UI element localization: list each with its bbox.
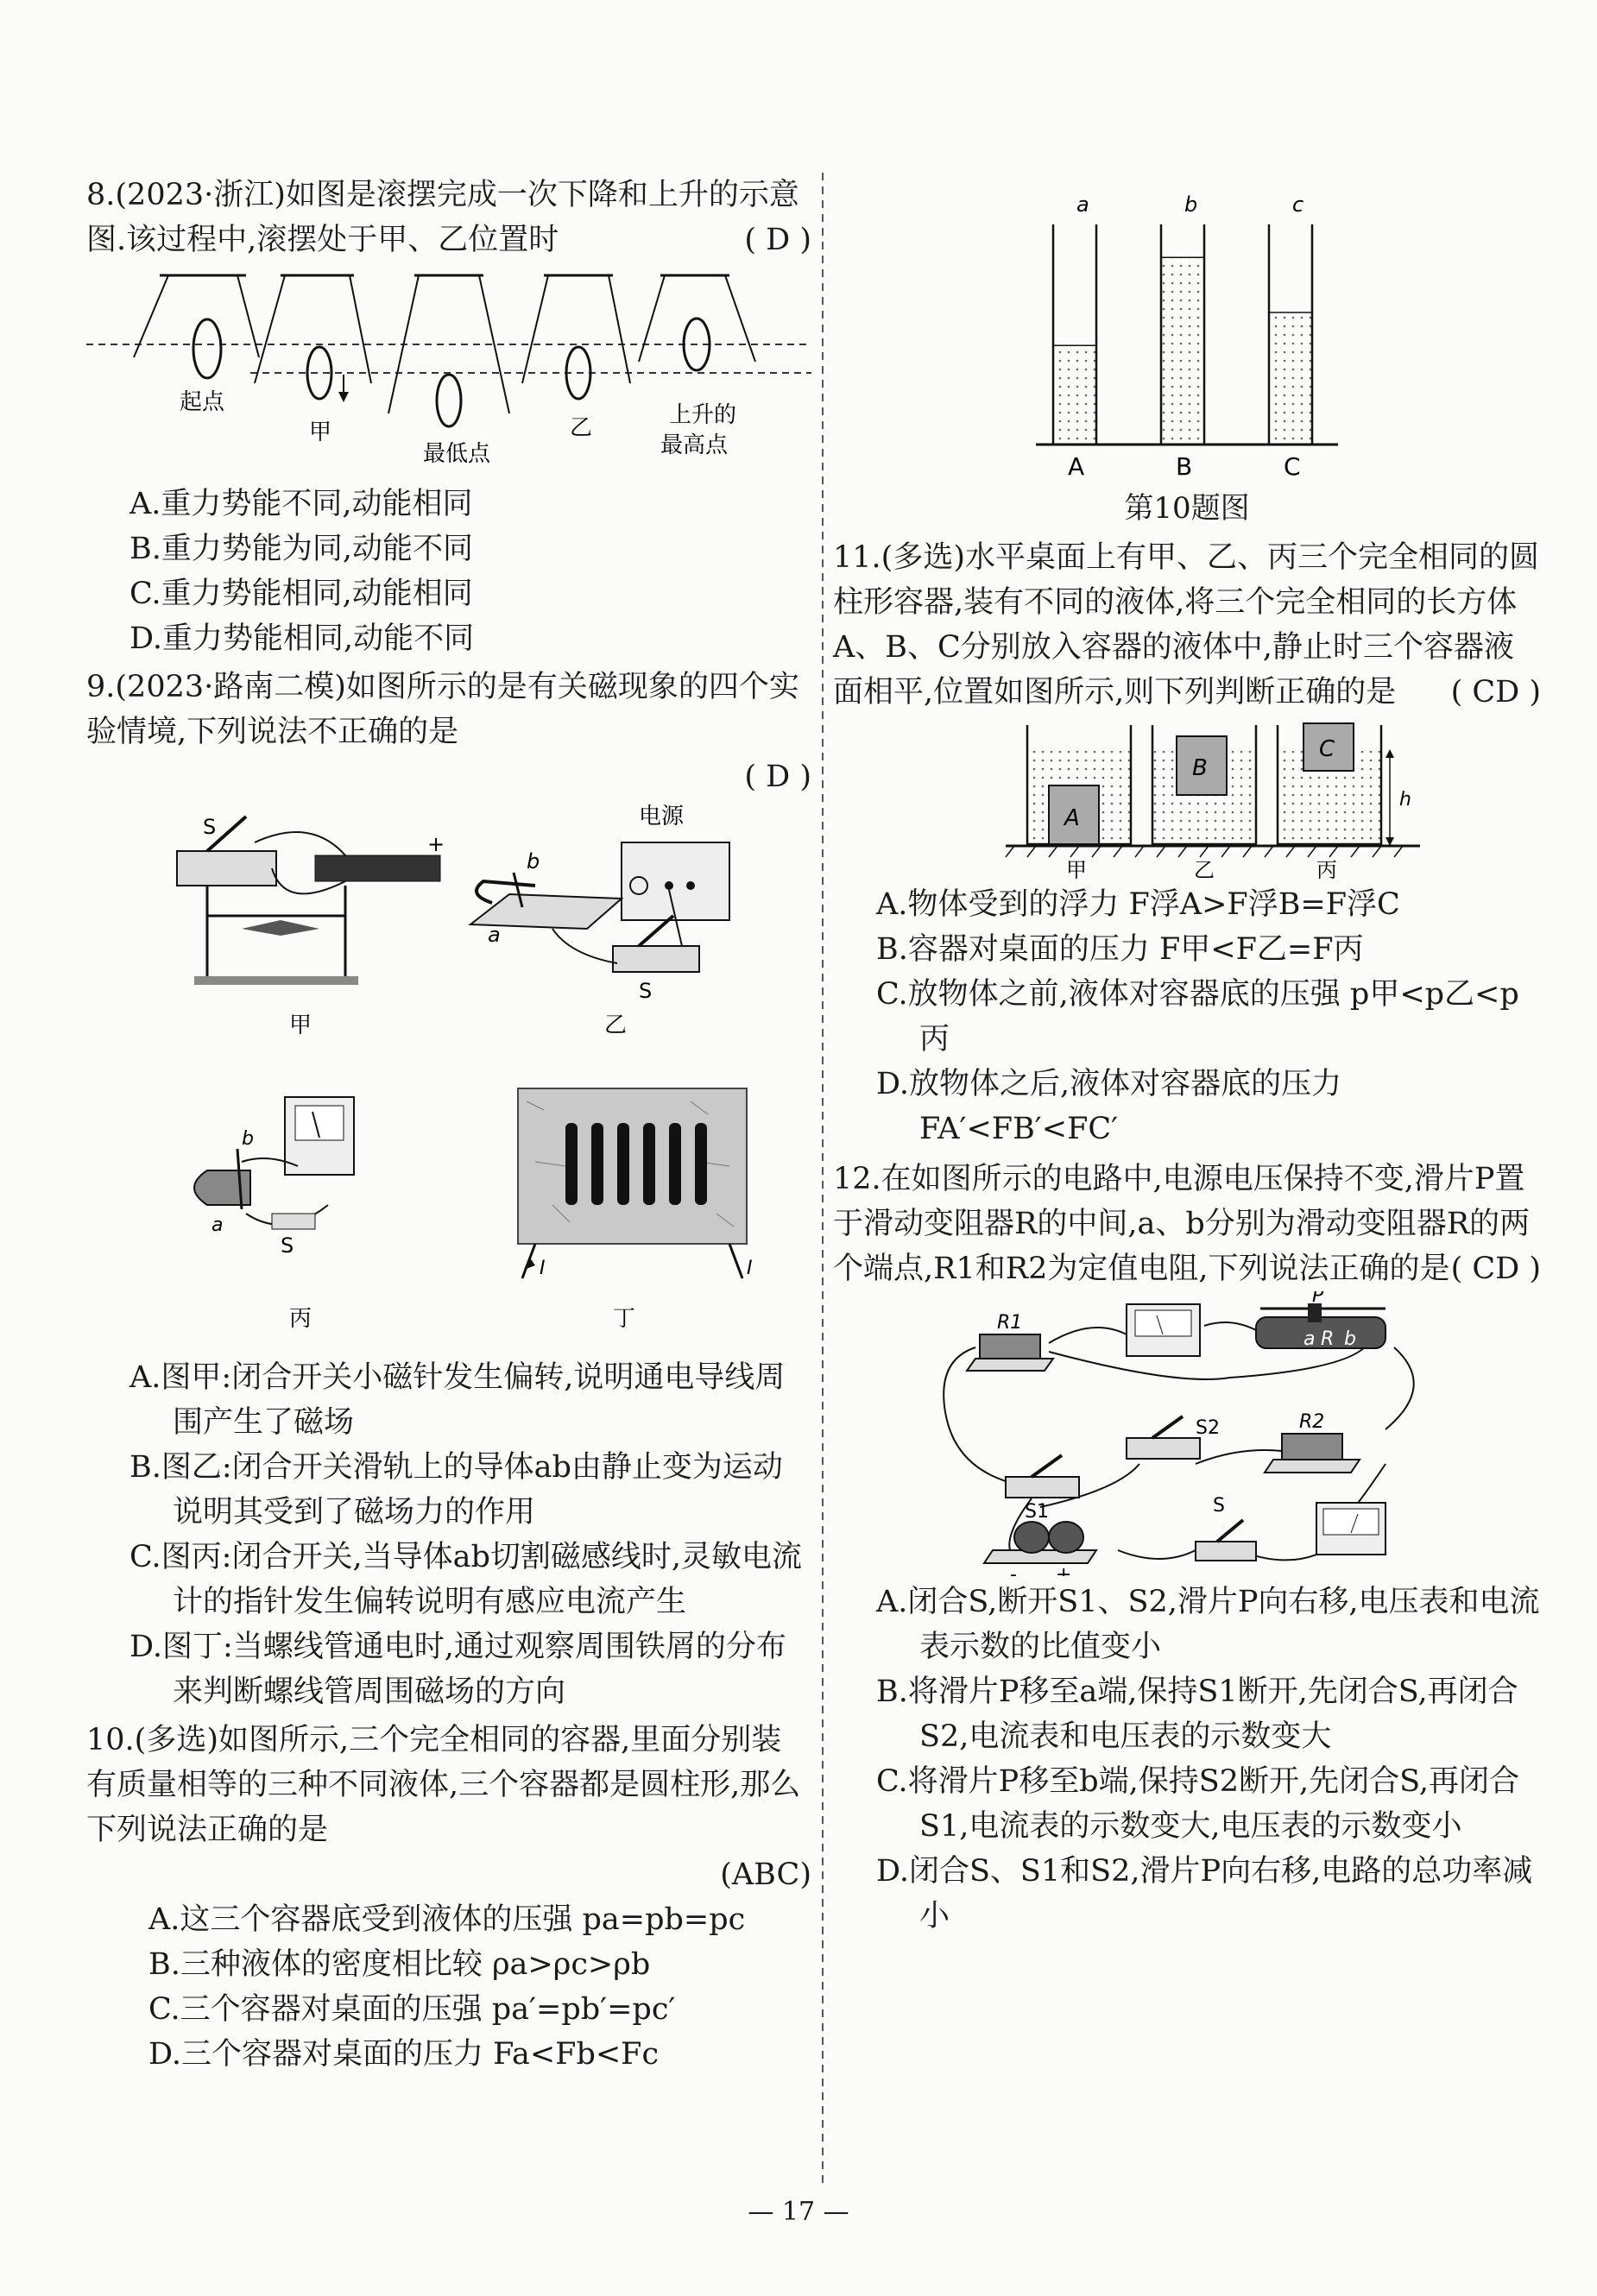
- q11-option-d: D.放物体之后,液体对容器底的压力 FA′<FB′<FC′: [876, 1067, 1342, 1146]
- label-b-bing: b: [242, 1128, 254, 1150]
- label-R: R: [1321, 1328, 1335, 1350]
- q12-stem: 12.在如图所示的电路中,电源电压保持不变,滑片P置于滑动变阻器R的中间,a、b分别为滑动变阻器R的两个端点,R1和R2为定值电阻,下列说法正确的是: [833, 1162, 1531, 1286]
- q9-answer: ( D ): [744, 760, 811, 794]
- fig-bing: [194, 1097, 354, 1332]
- fig-jia: [177, 815, 445, 1038]
- question-11: [833, 535, 1541, 1151]
- label-a-yi: a: [488, 923, 501, 947]
- label-C-bottom: C: [1284, 452, 1301, 481]
- q8-stem: 8.(2023·浙江)如图是滚摆完成一次下降和上升的示意图.该过程中,滚摆处于甲、乙位置时: [86, 178, 799, 257]
- q11-stem: 11.(多选)水平桌面上有甲、乙、丙三个完全相同的圆柱形容器,装有不同的液体,将三个完全相同的长方体A、B、C分别放入容器的液体中,静止时三个容器液面相平,位置如图所示,则下列判断正确的是: [833, 540, 1539, 710]
- cup-bing: [1278, 723, 1381, 844]
- q11-option-c: C.放物体之前,液体对容器底的压强 p甲<p乙<p丙: [876, 977, 1519, 1057]
- q9-option-a: A.图甲:闭合开关小磁针发生偏转,说明通电导线周围产生了磁场: [129, 1360, 786, 1440]
- q11-option-b: B.容器对桌面的压力 F甲<F乙=F丙: [876, 932, 1364, 967]
- page-number: — 17 —: [748, 2197, 849, 2227]
- q12-option-b: B.将滑片P移至a端,保持S1断开,先闭合S,再闭合S2,电流表和电压表的示数变大: [876, 1675, 1518, 1754]
- yoyo-yi: [522, 275, 630, 399]
- block-A: A: [1064, 805, 1080, 831]
- q10-figure: [833, 186, 1541, 528]
- q9-stem: 9.(2023·路南二模)如图所示的是有关磁现象的四个实验情境,下列说法不正确的是: [86, 670, 799, 749]
- question-9: [86, 665, 811, 1714]
- label-yi: 乙: [604, 1012, 628, 1038]
- label-cup-jia: 甲: [1066, 858, 1087, 879]
- label-S-bing: S: [281, 1233, 294, 1258]
- label-b-top: b: [1184, 192, 1198, 217]
- label-jia: 甲: [309, 419, 332, 445]
- yoyo-lowest: [388, 275, 509, 426]
- yoyo-start: [134, 275, 259, 378]
- liquid-C: [1269, 312, 1312, 445]
- label-plus: +: [1056, 1564, 1072, 1576]
- fig-ding: [518, 1088, 753, 1332]
- cup-yi: [1152, 725, 1256, 844]
- yoyo-top: [639, 275, 755, 370]
- liquid-A: [1053, 345, 1096, 445]
- q8-option-c: C.重力势能相同,动能相同: [129, 577, 473, 611]
- label-cup-bing: 丙: [1316, 858, 1337, 879]
- label-minus: -: [1010, 1564, 1017, 1576]
- question-10: [86, 1718, 811, 2077]
- label-A-bottom: A: [1068, 452, 1085, 481]
- label-S: S: [1213, 1495, 1225, 1517]
- label-a-bing: a: [211, 1214, 224, 1236]
- q10-caption: 第10题图: [1124, 491, 1250, 526]
- label-power: 电源: [639, 804, 685, 829]
- label-cup-yi: 乙: [1194, 858, 1215, 879]
- q12-option-c: C.将滑片P移至b端,保持S2断开,先闭合S,再闭合S1,电流表的示数变大,电压表的示数变小: [876, 1764, 1519, 1844]
- label-b: b: [1344, 1328, 1356, 1350]
- label-highest: 最高点: [660, 432, 729, 458]
- q12-answer: ( CD ): [1450, 1252, 1541, 1286]
- q9-option-c: C.图丙:闭合开关,当导体ab切割磁感线时,灵敏电流计的指针发生偏转说明有感应电流产生: [129, 1540, 802, 1619]
- label-a-top: a: [1076, 192, 1089, 217]
- q10-option-b: B.三种液体的密度相比较 ρa>ρc>ρb: [148, 1947, 651, 1982]
- yoyo-jia: [255, 275, 371, 402]
- q12-option-a: A.闭合S,断开S1、S2,滑片P向右移,电压表和电流表示数的比值变小: [876, 1585, 1540, 1664]
- label-bing: 丙: [289, 1306, 312, 1332]
- q11-cups-diagram: [833, 715, 1541, 879]
- question-12: [833, 1157, 1541, 1939]
- liquid-B: [1161, 257, 1204, 445]
- label-ding: 丁: [613, 1306, 636, 1332]
- label-start: 起点: [180, 389, 225, 415]
- q9-magnetism-diagrams: [86, 799, 811, 1352]
- label-S-yi: S: [639, 979, 653, 1003]
- q10-containers-diagram: [833, 186, 1541, 492]
- q8-answer: ( D ): [744, 223, 811, 257]
- q9-option-d: D.图丁:当螺线管通电时,通过观察周围铁屑的分布来判断螺线管周围磁场的方向: [129, 1630, 786, 1709]
- right-column: [833, 186, 1541, 1939]
- label-h: h: [1399, 789, 1411, 811]
- q12-circuit-diagram: [833, 1291, 1541, 1576]
- q11-answer: ( CD ): [1450, 675, 1541, 710]
- label-I-left: I: [540, 1258, 546, 1279]
- label-R2: R2: [1299, 1411, 1325, 1433]
- column-divider: [822, 173, 824, 2184]
- left-column: [86, 173, 811, 2077]
- q10-option-a: A.这三个容器底受到液体的压强 pa=pb=pc: [148, 1902, 746, 1937]
- q8-option-a: A.重力势能不同,动能相同: [129, 487, 473, 521]
- q12-option-d: D.闭合S、S1和S2,滑片P向右移,电路的总功率减小: [876, 1854, 1533, 1933]
- question-8: [86, 173, 811, 661]
- label-jia: 甲: [289, 1012, 312, 1038]
- q11-option-a: A.物体受到的浮力 F浮A>F浮B=F浮C: [876, 887, 1400, 922]
- label-I-right: I: [747, 1258, 753, 1279]
- q10-stem: 10.(多选)如图所示,三个完全相同的容器,里面分别装有质量相等的三种不同液体,三个容器都是圆柱形,那么下列说法正确的是: [86, 1723, 801, 1847]
- cup-jia: [1027, 725, 1131, 844]
- label-P: P: [1312, 1291, 1324, 1307]
- q9-option-b: B.图乙:闭合开关滑轨上的导体ab由静止变为运动说明其受到了磁场力的作用: [129, 1450, 783, 1530]
- label-S-jia: S: [203, 815, 217, 839]
- label-B-bottom: B: [1176, 452, 1193, 481]
- q8-option-d: D.重力势能相同,动能不同: [129, 621, 475, 656]
- label-R1: R1: [997, 1312, 1023, 1334]
- block-C: C: [1319, 736, 1335, 762]
- label-yi: 乙: [570, 415, 593, 441]
- block-B: B: [1192, 755, 1208, 781]
- q10-answer: (ABC): [720, 1858, 811, 1892]
- q10-option-d: D.三个容器对桌面的压力 Fa<Fb<Fc: [148, 2037, 660, 2072]
- label-a: a: [1303, 1328, 1316, 1350]
- label-lowest: 最低点: [423, 441, 491, 467]
- q8-option-b: B.重力势能为同,动能不同: [129, 532, 473, 566]
- label-rise: 上升的: [669, 402, 737, 428]
- label-S2: S2: [1196, 1417, 1220, 1439]
- label-b-yi: b: [527, 849, 540, 874]
- label-S1: S1: [1025, 1501, 1049, 1523]
- q8-yo-yo-diagram: [86, 262, 811, 478]
- label-plus: +: [427, 832, 445, 856]
- fig-yi: [470, 804, 729, 1038]
- label-c-top: c: [1292, 192, 1304, 217]
- q10-option-c: C.三个容器对桌面的压强 pa′=pb′=pc′: [148, 1992, 676, 2027]
